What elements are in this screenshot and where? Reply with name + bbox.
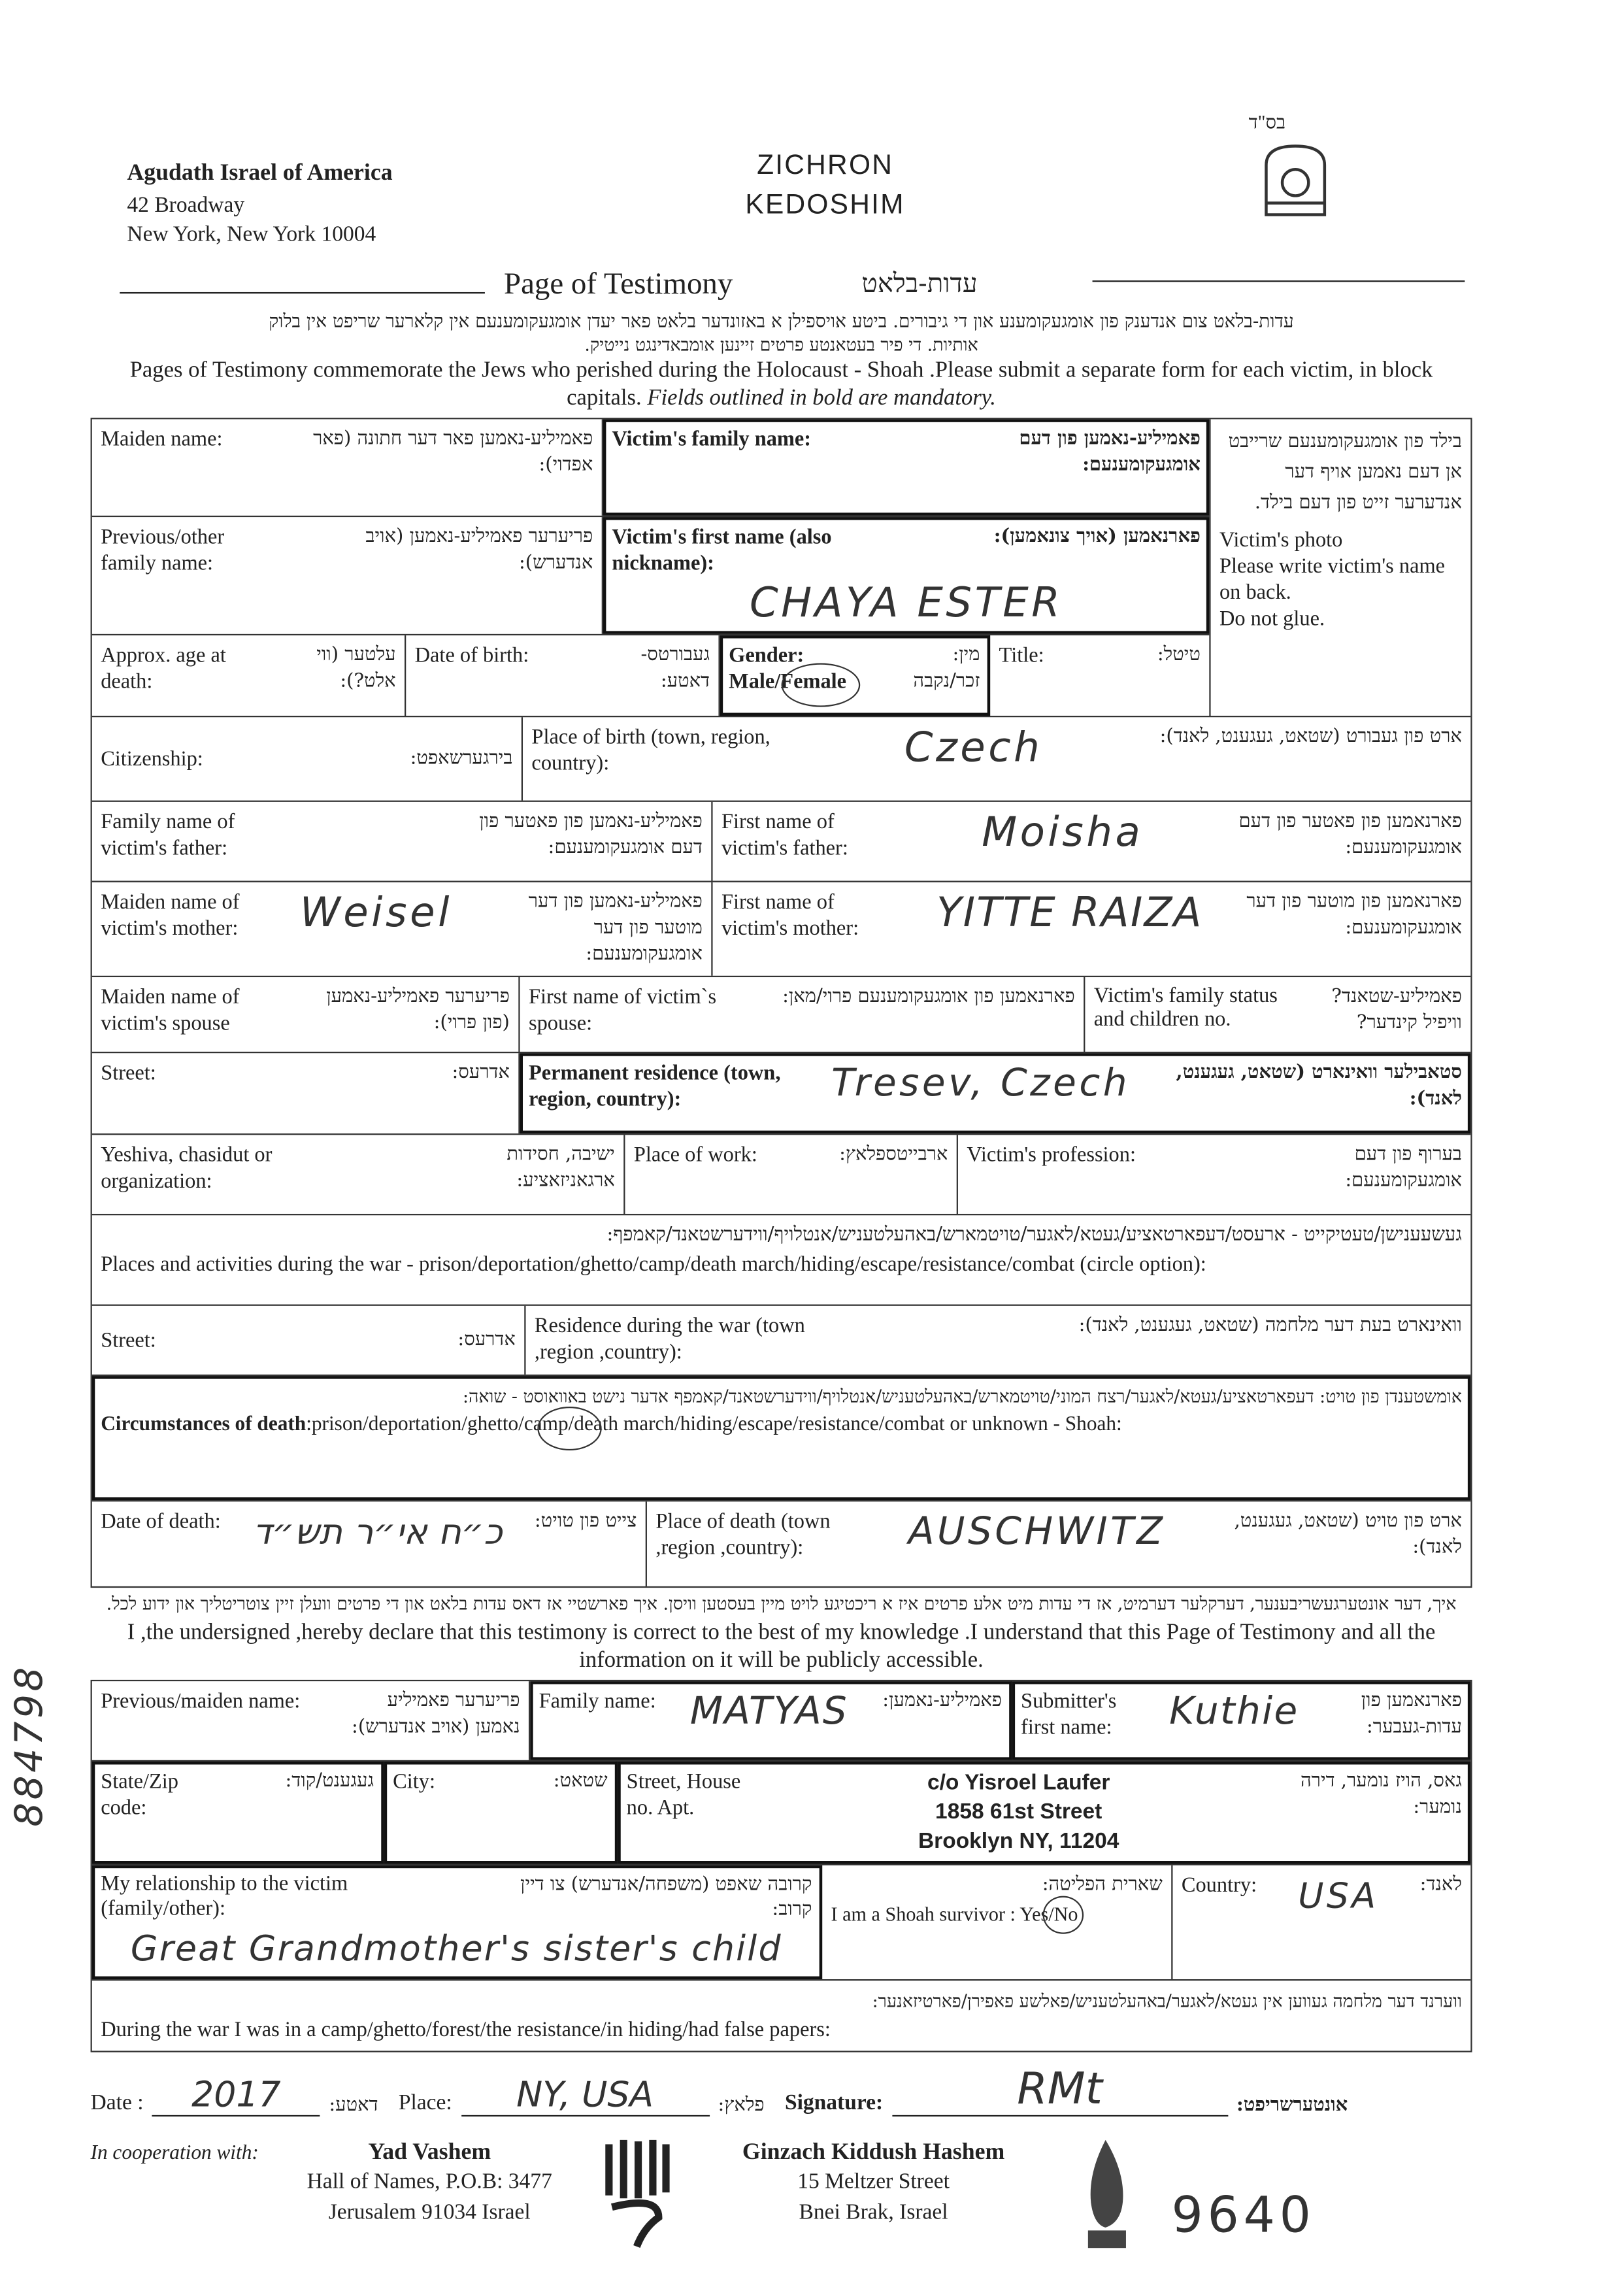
label: Place of death (town ,region ,country):	[655, 1510, 831, 1560]
title-rule-left	[120, 292, 485, 293]
page-title: Page of Testimony	[503, 265, 733, 301]
label-row	[612, 524, 1201, 577]
row-work	[92, 1135, 1471, 1215]
signature-label: Signature:	[784, 2092, 884, 2115]
gender-label: Gender:	[729, 644, 804, 668]
maiden-name-field[interactable]	[92, 419, 603, 515]
gender-options-wrap	[729, 671, 846, 694]
zichron-kedoshim-logo-icon	[1259, 139, 1332, 219]
label: Date of death:	[101, 1510, 221, 1534]
mother-first-name-field[interactable]	[713, 882, 1471, 976]
country-label-yi: לאנד:	[1419, 1874, 1462, 1896]
label: Date of birth:	[414, 644, 529, 668]
org-address-2: New York, New York 10004	[127, 223, 376, 247]
label	[101, 1413, 1122, 1439]
label-row	[101, 1873, 812, 1922]
victim-family-name-field[interactable]	[603, 419, 1209, 515]
circumstances-of-death-field[interactable]	[92, 1376, 1471, 1500]
row-age-gender	[92, 635, 1210, 716]
label: First name of victim's father:	[721, 811, 848, 861]
label-yi: צייט פון טויט:	[534, 1510, 637, 1533]
bsd-mark: בס"ד	[1248, 110, 1286, 133]
date-line[interactable]	[152, 2074, 320, 2116]
ginzach-block	[706, 2137, 1042, 2229]
label-yi: פארנאמען פון מוטער פון דער אומגעקומענעם:	[1246, 891, 1462, 939]
label: Street:	[101, 1328, 156, 1352]
street-field[interactable]	[92, 1053, 520, 1133]
victim-name-rows	[92, 419, 1211, 716]
label: Maiden name:	[101, 427, 223, 452]
photo-note-3: Do not glue.	[1219, 607, 1325, 631]
label-yi: פאמיליע-נאמען:	[882, 1690, 1003, 1713]
label-yi: ישיבה, חסידות ארגאניזאציע:	[506, 1143, 615, 1192]
row-spouse	[92, 977, 1471, 1053]
during-war-field[interactable]	[92, 1981, 1471, 2050]
place-line[interactable]	[461, 2074, 709, 2116]
submitter-table	[91, 1680, 1472, 2052]
ginzach-address-2: Bnei Brak, Israel	[799, 2201, 948, 2225]
label: Place of work:	[633, 1143, 757, 1167]
date-value: 2017	[191, 2074, 281, 2115]
date-of-death-field[interactable]	[92, 1501, 647, 1586]
label-options: :prison/deportation/ghetto/camp/death march/hiding/escape/resistance/combat or unknown - Shoah:	[306, 1414, 1122, 1436]
label-yi: ארבייטספלאץ:	[839, 1143, 948, 1166]
place-label: Place:	[398, 2092, 452, 2115]
place-of-death-value: AUSCHWITZ	[908, 1510, 1166, 1554]
war-activities-field[interactable]	[92, 1215, 1471, 1304]
label-yi: געבורטס- דאטע:	[640, 644, 710, 693]
label: Victim's profession:	[967, 1143, 1136, 1167]
page-title-yiddish: עדות-בלאט	[861, 269, 978, 300]
label: Title:	[999, 644, 1044, 668]
row-during-war	[92, 1981, 1471, 2050]
label-yi: אומשטענדן פון טויט: דעפארטאציע/געטא/לאגער/רצח המוני/טויטמארש/באהעלטעניש/אנטלויף/ווידערשטאנד/קאמפף אדער נישט באוואוסט - שואה:	[462, 1386, 1462, 1407]
label-yi: סטאבילער וואינארט (שטאט, געגענט, לאנד):	[1176, 1062, 1462, 1111]
survivor-field[interactable]	[822, 1865, 1172, 1979]
label-bold: Circumstances of death	[101, 1414, 307, 1436]
title-rule-right	[1093, 280, 1465, 282]
intro-yiddish-2: אותיות. די פיר בעטאנטע פרטים זיינען אומבאדינגט נייטיק.	[584, 334, 978, 356]
label-yi: פאמיליע-נאמען פון פאטער פון דעם אומגעקומענעם:	[479, 811, 703, 860]
submitter-previous-name-field[interactable]	[92, 1681, 530, 1760]
previous-family-name-field[interactable]	[92, 517, 603, 634]
intro-english-text: Pages of Testimony commemorate the Jews who perished during the Holocaust - Shoah .Please submit a separate form for each victim, in block capitals.	[129, 358, 1433, 410]
label-yi: בירגערשאפט:	[410, 747, 513, 769]
label: Previous/other family name:	[101, 526, 225, 576]
row-submitter-address	[92, 1762, 1471, 1865]
mother-first-name-value: YITTE RAIZA	[936, 888, 1203, 937]
survivor-label[interactable]: I am a Shoah survivor : Yes/No	[831, 1903, 1078, 1926]
label-yi: פריערער פאמיליע-נאמען (אויב אנדערש):	[365, 526, 593, 575]
yad-vashem-block	[291, 2137, 569, 2229]
relationship-value: Great Grandmother's sister's child	[130, 1928, 782, 1969]
label-yi: פארנאמען פון פאטער פון דעם אומגעקומענעם:	[1238, 811, 1462, 860]
yad-vashem-logo-icon	[601, 2137, 674, 2254]
relationship-field[interactable]	[92, 1865, 822, 1979]
approx-age-field[interactable]	[92, 635, 406, 716]
label	[729, 643, 846, 695]
row-circumstances	[92, 1376, 1471, 1501]
signature-label-yi: :אונטערשריפט	[1236, 2094, 1348, 2117]
label-yi: פאמיליע-נאמען פאר דער חתונה (פאר אפדוי):	[313, 427, 593, 477]
label: Family name of victim's father:	[101, 811, 235, 861]
footer	[91, 2137, 1472, 2254]
citizenship-field[interactable]	[92, 717, 523, 800]
submitter-street-field[interactable]	[618, 1762, 1470, 1864]
row-relationship	[92, 1865, 1471, 1981]
row-birth	[92, 717, 1471, 802]
label: Approx. age at death:	[101, 644, 226, 694]
date-label: Date :	[90, 2092, 144, 2115]
country-label: Country:	[1181, 1874, 1257, 1898]
label: Street, House no. Apt.	[626, 1770, 741, 1820]
label: Maiden name of victim's mother:	[101, 891, 240, 941]
label: Victim's first name (also nickname):	[612, 526, 832, 576]
father-first-name-field[interactable]	[713, 802, 1471, 881]
label-yi: עלטער (ווי אלט?):	[316, 644, 396, 693]
label-yi: ארט פון געבורט (שטאט, געגענט, לאנד):	[1159, 726, 1462, 748]
submitter-family-name-value: MATYAS	[689, 1690, 849, 1734]
address-line-2: 1858 61st Street	[935, 1799, 1102, 1825]
yad-vashem-address-2: Jerusalem 91034 Israel	[328, 2201, 531, 2225]
label: During the war I was in a camp/ghetto/forest/the resistance/in hiding/had false papers:	[101, 2018, 831, 2043]
label-yi: קרובה שאפט (משפחה/אנדערש) צו דיין קרוב:	[520, 1874, 812, 1921]
row-war-residence	[92, 1306, 1471, 1376]
label-yi: בערוף פון דעם אומגעקומענעם:	[1345, 1143, 1462, 1192]
place-of-birth-value: Czech	[904, 723, 1043, 771]
spouse-first-name-field[interactable]	[520, 977, 1085, 1052]
intro-yiddish-1: עדות-בלאט צום אנדענק פון אומגעקומענע און די גיבורים. ביטע אויספילן א באזונדער בלאט פאר יעדן אומגעקומענעם אין קלארער שריפט אין בלוק	[269, 309, 1294, 332]
title-field[interactable]	[990, 635, 1209, 716]
label: City:	[393, 1770, 435, 1794]
mother-maiden-name-value: Weisel	[299, 888, 452, 937]
row-family-name	[92, 419, 1210, 517]
victim-first-name-field[interactable]	[603, 517, 1209, 634]
yeshiva-field[interactable]	[92, 1135, 625, 1214]
place-of-death-field[interactable]	[647, 1501, 1470, 1586]
submitter-address-stamp	[777, 1769, 1261, 1856]
mother-maiden-name-field[interactable]	[92, 882, 713, 976]
label-yi: טיטל:	[1157, 644, 1201, 667]
victim-table	[91, 418, 1472, 1588]
label-yi: געגענט/קוד:	[285, 1770, 374, 1792]
label: Victim's family name:	[612, 427, 812, 452]
org-address-1: 42 Broadway	[127, 194, 245, 218]
label: Victim's family status and children no.	[1093, 984, 1278, 1031]
ginzach-name: Ginzach Kiddush Hashem	[742, 2139, 1005, 2165]
family-status-field[interactable]	[1085, 977, 1470, 1052]
title-kedoshim: KEDOSHIM	[745, 190, 905, 221]
victim-name-block	[92, 419, 1471, 717]
form-body	[91, 310, 1472, 2254]
label: Family name:	[539, 1690, 656, 1714]
victim-first-name-value: CHAYA ESTER	[749, 578, 1063, 627]
label-options-wrap	[306, 1414, 1121, 1436]
ginzach-address-1: 15 Meltzer Street	[797, 2170, 950, 2194]
gender-options-yi: זכר/נקבה	[913, 670, 980, 693]
label-yi: פריערער פאמיליע-נאמען (פון פרוי):	[326, 986, 510, 1035]
submitter-family-name-field[interactable]	[530, 1681, 1012, 1760]
declaration-yiddish: איך, דער אונטערגעשריבענער, דערקלער דערמיט, אז די עדות מיט אלע פרטים איז א ריכטיגע לויט מיין בעסטען וויסן. איך פארשטיי אז דאס עדות בלאט און די פרטים וועלן זיין צוטריטליך און ידוע לכל.	[106, 1594, 1457, 1614]
gender-options: Male/Female	[729, 670, 847, 694]
label-yi: וואינארט בעת דער מלחמה (שטאט, געגענט, לאנד):	[1078, 1314, 1462, 1337]
label: Street:	[101, 1062, 156, 1086]
label: Previous/maiden name:	[101, 1690, 301, 1714]
signature-line[interactable]	[892, 2064, 1228, 2116]
signature-value: RMt	[1017, 2064, 1102, 2115]
permanent-residence-field[interactable]	[520, 1053, 1471, 1133]
place-of-work-field[interactable]	[625, 1135, 958, 1214]
survivor-label-wrap[interactable]	[831, 1902, 1078, 1928]
label-yi: ארט פון טויט (שטאט, געגענט, לאנד):	[1234, 1510, 1462, 1559]
label: Place of birth (town, region, country):	[531, 726, 771, 776]
place-label-yi: :פלאץ	[718, 2094, 765, 2117]
gender-field[interactable]	[720, 635, 990, 716]
title-zichron: ZICHRON	[757, 150, 894, 182]
row-residence	[92, 1053, 1471, 1135]
place-of-birth-field[interactable]	[523, 717, 1470, 800]
label-yi: ווערנד דער מלחמה געווען אין געטא/לאגער/באהעלטעניש/פאלשע פאפירן/פארטיזאנער:	[872, 1990, 1462, 2012]
intro-english	[91, 356, 1472, 412]
gender-label-yi: מין:	[952, 644, 980, 667]
label-yi: גאס, הויז נומער, דירה נומער:	[1300, 1770, 1462, 1819]
date-of-birth-field[interactable]	[406, 635, 720, 716]
side-reference-number: 884798	[8, 1664, 52, 1827]
war-street-field[interactable]	[92, 1306, 526, 1375]
label: First name of victim`s spouse:	[528, 986, 717, 1036]
label-yi	[913, 643, 980, 695]
label: Yeshiva, chasidut or organization:	[101, 1143, 273, 1194]
label-yi: פארנאמען (אויך צונאמען):	[993, 526, 1201, 548]
label: Permanent residence (town, region, country):	[528, 1062, 781, 1112]
label: First name of victim's mother:	[721, 891, 859, 941]
org-name: Agudath Israel of America	[127, 160, 393, 186]
photo-note-yi: בילד פון אומגעקומענעם שרייבט אן דעם נאמען אויף דער אנדערער זייט פון דעם בילד.	[1228, 431, 1462, 514]
label-yi: שטאט:	[553, 1770, 608, 1792]
label: Submitter's first name:	[1021, 1690, 1117, 1740]
survivor-label-yi: שארית הפליטה:	[1042, 1874, 1163, 1896]
spouse-maiden-name-field[interactable]	[92, 977, 520, 1052]
war-residence-field[interactable]	[525, 1306, 1470, 1375]
address-line-1: c/o Yisroel Laufer	[927, 1770, 1110, 1796]
reference-number: 9640	[1171, 2186, 1316, 2245]
label: My relationship to the victim (family/other):	[101, 1872, 348, 1921]
label-yi: פריערער פאמיליע נאמען (אויב אנדערש):	[352, 1690, 520, 1739]
place-value: NY, USA	[516, 2074, 654, 2115]
cooperation-label: In cooperation with:	[90, 2143, 259, 2165]
submitter-first-name-value: Kuthie	[1169, 1690, 1299, 1734]
profession-field[interactable]	[958, 1135, 1470, 1214]
label-yi: פאמיליע-נאמען פון דעם אומגעקומענעם:	[1019, 427, 1201, 477]
date-of-death-value: כ״ח אי״ר תש״ד	[252, 1511, 503, 1553]
address-line-3: Brooklyn NY, 11204	[918, 1828, 1119, 1854]
father-family-name-field[interactable]	[92, 802, 713, 881]
submitter-first-name-field[interactable]	[1012, 1681, 1471, 1760]
row-mother	[92, 882, 1471, 977]
label-yi: פארנאמען פון אומגעקומענעם פרוי/מאן:	[782, 986, 1075, 1008]
city-field[interactable]	[384, 1762, 618, 1864]
photo-note-1: Victim's photo	[1219, 528, 1343, 552]
label-yi: אדרעס:	[452, 1062, 510, 1084]
label-yi: פאמיליע-נאמען פון דער מוטער פון דער אומגעקומענעם:	[528, 891, 703, 966]
row-war-activities	[92, 1215, 1471, 1306]
ginzach-flame-logo-icon	[1074, 2137, 1140, 2254]
yad-vashem-address-1: Hall of Names, P.O.B: 3477	[307, 2170, 552, 2194]
label: Citizenship:	[101, 747, 203, 771]
permanent-residence-value: Tresev, Czech	[831, 1062, 1131, 1106]
label-yi: אדרעס:	[457, 1328, 516, 1350]
label: Maiden name of victim's spouse	[101, 986, 240, 1036]
label-yi: געשעענישן/טעטיקייט - ארעסט/דעפארטאציע/געטא/לאגער/טויטמארש/באהעלטעניש/אנטלויף/ווידערשטאנד/קאמפף:	[606, 1224, 1462, 1246]
row-submitter-name	[92, 1681, 1471, 1762]
mandatory-note: Fields outlined in bold are mandatory.	[647, 385, 996, 410]
label-yi: פאמיליע-שטאנד? וויפיל קינדער?	[1331, 986, 1462, 1035]
label: State/Zip code:	[101, 1770, 179, 1820]
declaration-english: I ,the undersigned ,hereby declare that this testimony is correct to the best of my knowledge .I understand that this Page of Testimony and all the information on it will be publicly accessible.	[127, 1620, 1436, 1673]
country-value: USA	[1298, 1875, 1379, 1916]
father-first-name-value: Moisha	[982, 807, 1144, 856]
state-zip-field[interactable]	[92, 1762, 384, 1864]
yad-vashem-name: Yad Vashem	[368, 2139, 491, 2165]
victim-photo-box[interactable]	[1211, 419, 1471, 716]
country-field[interactable]	[1172, 1865, 1470, 1979]
label: Residence during the war (town ,region ,country):	[534, 1314, 805, 1365]
signature-line-row	[91, 2064, 1472, 2116]
row-death	[92, 1501, 1471, 1586]
row-first-name	[92, 517, 1210, 635]
date-label-yi: :דאטע	[329, 2094, 378, 2117]
row-father	[92, 802, 1471, 882]
label: Places and activities during the war - prison/deportation/ghetto/camp/death march/hiding/escape/resistance/combat (circle option):	[101, 1253, 1206, 1277]
photo-note	[1219, 527, 1462, 633]
photo-note-2: Please write victim's name on back.	[1219, 555, 1446, 605]
label-yi: פארנאמען פון עדות-געבער:	[1361, 1690, 1462, 1739]
